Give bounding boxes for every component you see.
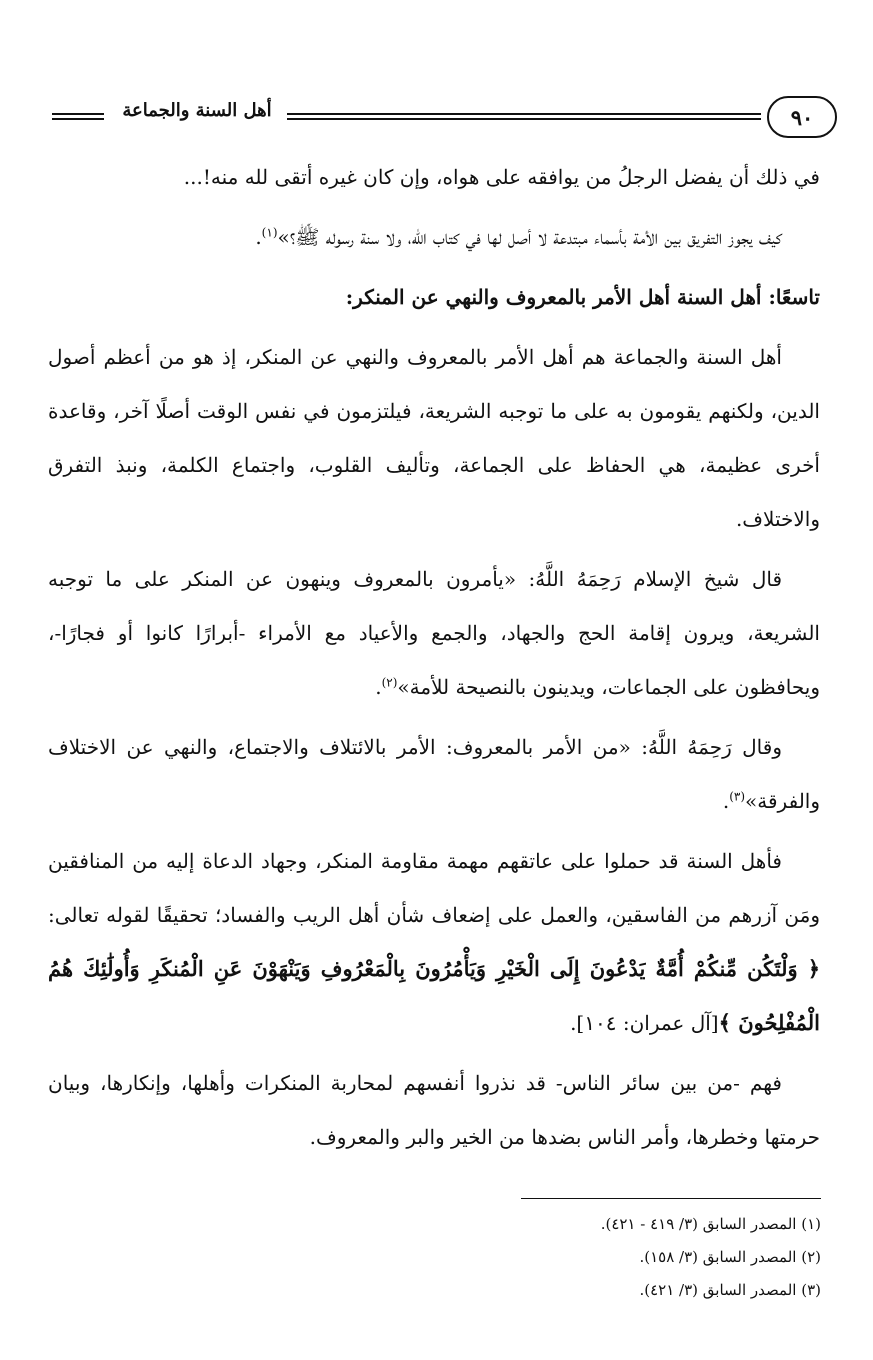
paragraph-5-text: وقال رَحِمَهُ اللَّهُ: «من الأمر بالمعروف: الأمر بالائتلاف والاجتماع، والنهي عن الاختلاف والفرقة» (48, 735, 820, 813)
footnote-ref-3[interactable]: (٣) (729, 789, 746, 804)
paragraph-3: أهل السنة والجماعة هم أهل الأمر بالمعروف والنهي عن المنكر، إذ هو من أعظم أصول الدين، ولكنهم يقومون به على ما توجبه الشريعة، فيلتزمون في نفس الوقت أصلًا آخر، وقاعدة أخرى عظيمة، هي الحفاظ على الجماعة، وتأليف القلوب، واجتماع الكلمة، ونبذ التفرق والاختلاف. (48, 345, 820, 531)
footnote-3: (٣) المصدر السابق (٣/ ٤٢١). (639, 1281, 821, 1299)
paragraph-2 (48, 210, 820, 264)
header-rule-right (287, 113, 761, 120)
main-text (48, 150, 820, 1170)
page-number: ٩٠ (767, 96, 837, 138)
paragraph-5 (48, 720, 820, 828)
footnote-ref-2[interactable]: (٢) (381, 675, 398, 690)
paragraph-6-text: فأهل السنة قد حملوا على عاتقهم مهمة مقاومة المنكر، وجهاد الدعاة إليه من المنافقين ومَن آزرهم من الفاسقين، والعمل على إضعاف شأن أهل الريب والفساد؛ تحقيقًا لقوله تعالى: (48, 849, 820, 927)
running-header (52, 96, 837, 142)
paragraph-2-text: كيف يجوز التفريق بين الأمة بأسماء مبتدعة لا أصل لها في كتاب الله، ولا سنة رسوله ﷺ؟» (277, 225, 782, 249)
footnote-ref-1[interactable]: (١) (261, 225, 278, 240)
section-heading: تاسعًا: أهل السنة أهل الأمر بالمعروف والنهي عن المنكر: (345, 285, 820, 309)
paragraph-1: في ذلك أن يفضل الرجلُ من يوافقه على هواه، وإن كان غيره أتقى لله منه!... (183, 165, 820, 189)
footnotes (321, 1208, 821, 1307)
running-title: أهل السنة والجماعة (122, 100, 272, 121)
header-rule-left (52, 113, 104, 120)
quran-verse: ﴿ وَلْتَكُن مِّنكُمْ أُمَّةٌ يَدْعُونَ إِلَى الْخَيْرِ وَيَأْمُرُونَ بِالْمَعْرُوفِ وَيَنْهَوْنَ عَنِ الْمُنكَرِ وَأُولَٰئِكَ هُمُ الْمُفْلِحُونَ ﴾ (48, 956, 820, 1035)
paragraph-4 (48, 552, 820, 714)
footnote-separator (521, 1198, 821, 1199)
paragraph-5-end: . (722, 789, 730, 813)
paragraph-4-end: . (375, 675, 382, 699)
paragraph-7: فهم -من بين سائر الناس- قد نذروا أنفسهم لمحاربة المنكرات وأهلها، وإنكارها، وبيان حرمتها وخطرها، وأمر الناس بضدها من الخير والبر والمعروف. (48, 1071, 820, 1149)
verse-citation: [آل عمران: ١٠٤]. (570, 1011, 719, 1035)
paragraph-2-end: . (255, 225, 262, 249)
footnote-1: (١) المصدر السابق (٣/ ٤١٩ - ٤٢١). (600, 1215, 821, 1233)
paragraph-6 (48, 834, 820, 1050)
footnote-2: (٢) المصدر السابق (٣/ ١٥٨). (639, 1248, 821, 1266)
paragraph-4-text: قال شيخ الإسلام رَحِمَهُ اللَّهُ: «يأمرون بالمعروف وينهون عن المنكر على ما توجبه الشريعة، ويرون إقامة الحج والجهاد، والجمع والأعياد مع الأمراء -أبرارًا كانوا أو فجارًا-، ويحافظون على الجماعات، ويدينون بالنصيحة للأمة» (48, 567, 820, 699)
